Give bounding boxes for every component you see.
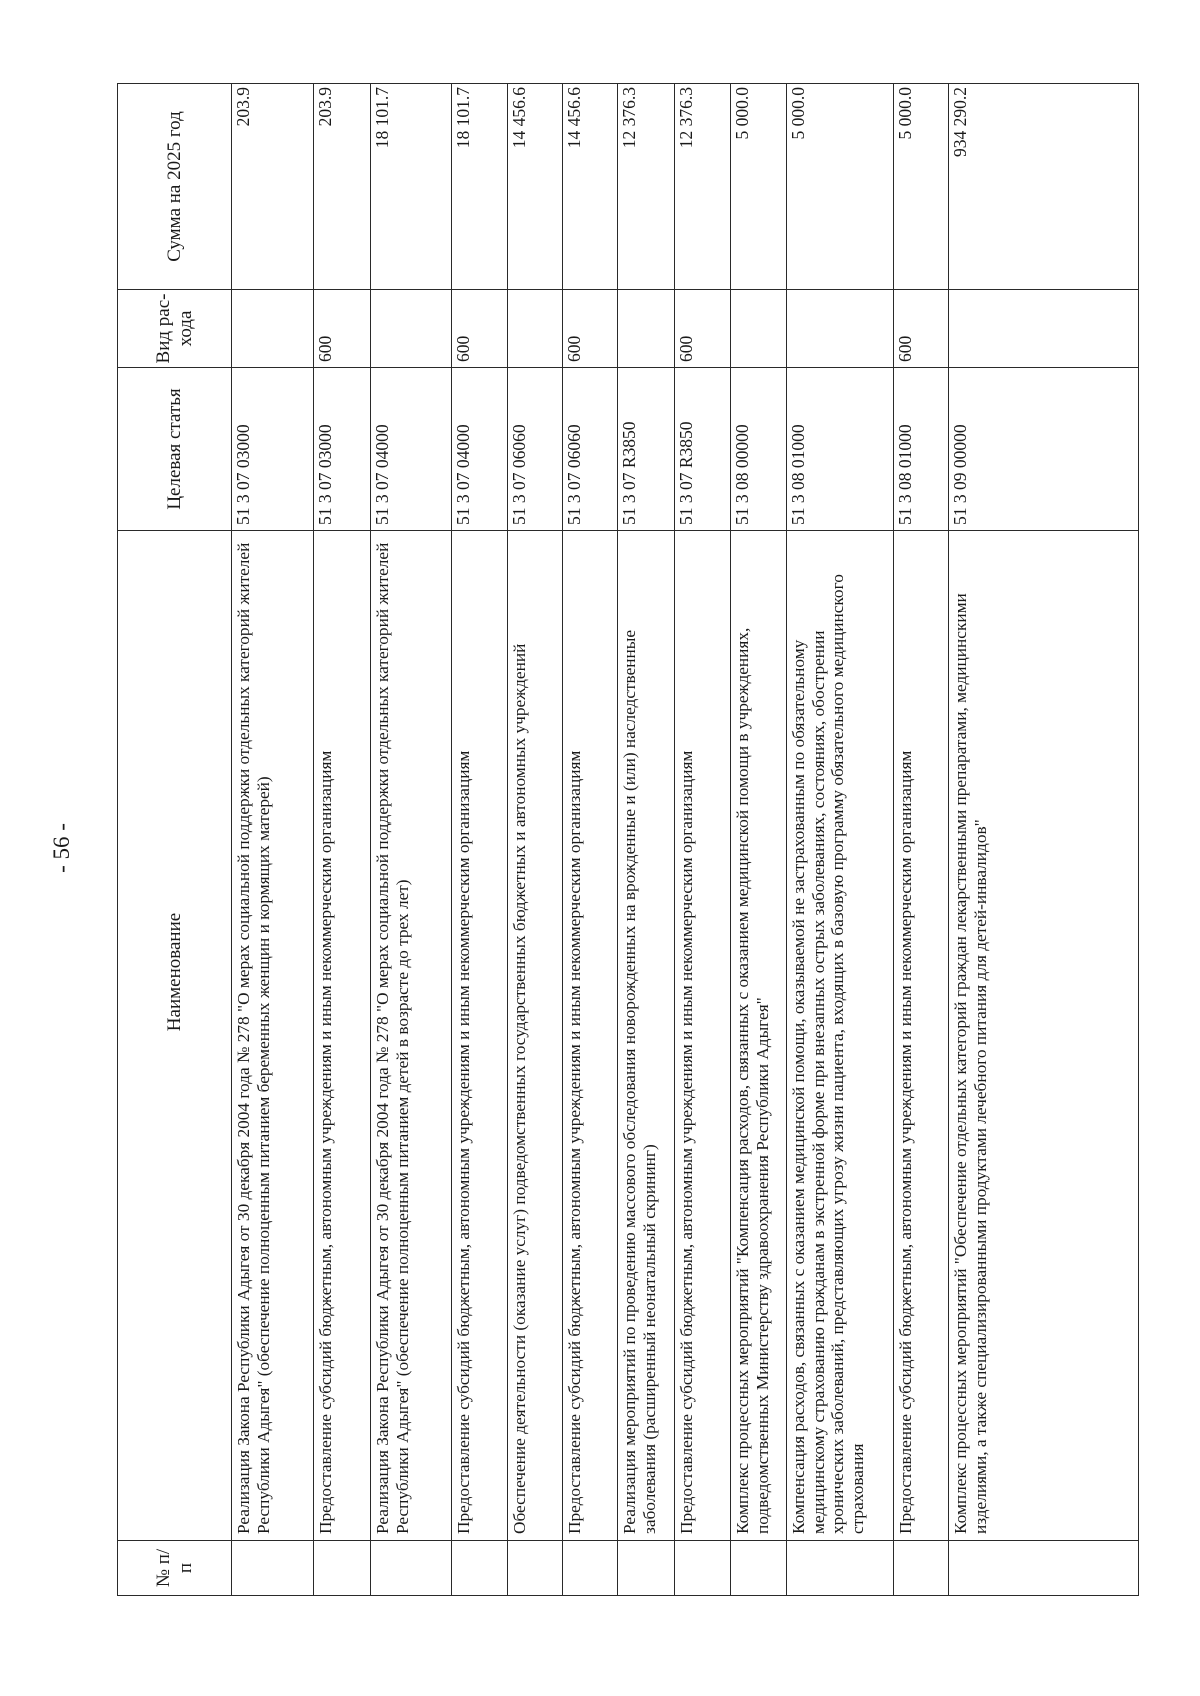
row-number	[949, 1541, 1139, 1596]
row-number	[675, 1541, 731, 1596]
row-number	[563, 1541, 618, 1596]
row-expense-kind	[949, 290, 1139, 368]
header-code: Целевая статья	[118, 368, 232, 531]
row-expense-kind	[232, 290, 314, 368]
row-name: Обеспечение деятельности (оказание услуг) подведомственных государственных бюджетных и автономных учреждений	[508, 531, 563, 1541]
row-expense-kind: 600	[452, 290, 508, 368]
table-row	[894, 84, 949, 1596]
row-amount: 14 456.6	[508, 84, 563, 290]
row-name: Предоставление субсидий бюджетным, автономным учреждениям и иным некоммерческим организациям	[563, 531, 618, 1541]
row-target-code: 51 3 07 04000	[371, 368, 452, 531]
header-kind: Вид рас-хода	[118, 290, 232, 368]
row-name: Комплекс процессных мероприятий "Обеспечение отдельных категорий граждан лекарственными препаратами, медицинскими изделиями, а также специализированными продуктами лечебного питания для детей-инвалидов"	[949, 531, 1139, 1541]
row-expense-kind: 600	[894, 290, 949, 368]
row-target-code: 51 3 07 04000	[452, 368, 508, 531]
table-row	[452, 84, 508, 1596]
row-name: Реализация мероприятий по проведению массового обследования новорожденных на врожденные и (или) наследственные заболевания (расширенный неонатальный скрининг)	[618, 531, 675, 1541]
row-amount: 934 290.2	[949, 84, 1139, 290]
row-expense-kind	[787, 290, 894, 368]
header-amount: Сумма на 2025 год	[118, 84, 232, 290]
budget-table-sheet	[117, 84, 1139, 1596]
row-name: Предоставление субсидий бюджетным, автономным учреждениям и иным некоммерческим организациям	[894, 531, 949, 1541]
table-row	[371, 84, 452, 1596]
table-row	[949, 84, 1139, 1596]
row-amount: 12 376.3	[618, 84, 675, 290]
header-name: Наименование	[118, 531, 232, 1541]
row-amount: 5 000.0	[894, 84, 949, 290]
page-number: - 56 -	[49, 823, 74, 873]
row-name: Реализация Закона Республики Адыгея от 30 декабря 2004 года № 278 "О мерах социальной поддержки отдельных категорий жителей Республики Адыгея" (обеспечение полноценным питанием детей в возрасте до трех лет)	[371, 531, 452, 1541]
row-number	[731, 1541, 787, 1596]
row-target-code: 51 3 07 03000	[314, 368, 371, 531]
row-amount: 203.9	[314, 84, 371, 290]
row-amount: 18 101.7	[452, 84, 508, 290]
row-amount: 5 000.0	[787, 84, 894, 290]
table-row	[731, 84, 787, 1596]
row-name: Компенсация расходов, связанных с оказанием медицинской помощи, оказываемой не застрахованным по обязательному медицинскому страхованию гражданам в экстренной форме при внезапных острых заболеваниях, состояниях, обострении хронических заболеваний, представляющих угрозу жизни пациента, входящих в базовую программу обязательного медицинского страхования	[787, 531, 894, 1541]
row-target-code: 51 3 09 00000	[949, 368, 1139, 531]
header-num: № п/п	[118, 1541, 232, 1596]
table-row	[508, 84, 563, 1596]
row-expense-kind	[371, 290, 452, 368]
row-target-code: 51 3 08 01000	[894, 368, 949, 531]
row-amount: 203.9	[232, 84, 314, 290]
row-target-code: 51 3 07 06060	[508, 368, 563, 531]
row-number	[314, 1541, 371, 1596]
row-expense-kind	[508, 290, 563, 368]
row-target-code: 51 3 08 01000	[787, 368, 894, 531]
header-row	[118, 84, 232, 1596]
row-expense-kind: 600	[314, 290, 371, 368]
row-number	[508, 1541, 563, 1596]
row-expense-kind	[731, 290, 787, 368]
row-target-code: 51 3 08 00000	[731, 368, 787, 531]
row-name: Комплекс процессных мероприятий "Компенсация расходов, связанных с оказанием медицинской помощи в учреждениях, подведомственных Министерству здравоохранения Республики Адыгея"	[731, 531, 787, 1541]
row-number	[618, 1541, 675, 1596]
table-row	[232, 84, 314, 1596]
table-row	[787, 84, 894, 1596]
row-number	[371, 1541, 452, 1596]
row-number	[894, 1541, 949, 1596]
row-name: Реализация Закона Республики Адыгея от 30 декабря 2004 года № 278 "О мерах социальной поддержки отдельных категорий жителей Республики Адыгея" (обеспечение полноценным питанием беременных женщин и кормящих матерей)	[232, 531, 314, 1541]
row-number	[787, 1541, 894, 1596]
row-name: Предоставление субсидий бюджетным, автономным учреждениям и иным некоммерческим организациям	[314, 531, 371, 1541]
row-name: Предоставление субсидий бюджетным, автономным учреждениям и иным некоммерческим организациям	[452, 531, 508, 1541]
row-expense-kind: 600	[675, 290, 731, 368]
budget-table	[117, 83, 1139, 1596]
table-row	[675, 84, 731, 1596]
row-target-code: 51 3 07 06060	[563, 368, 618, 531]
row-expense-kind	[618, 290, 675, 368]
row-number	[232, 1541, 314, 1596]
table-row	[563, 84, 618, 1596]
row-target-code: 51 3 07 03000	[232, 368, 314, 531]
row-amount: 5 000.0	[731, 84, 787, 290]
row-target-code: 51 3 07 R3850	[618, 368, 675, 531]
table-row	[618, 84, 675, 1596]
table-row	[314, 84, 371, 1596]
row-target-code: 51 3 07 R3850	[675, 368, 731, 531]
row-amount: 18 101.7	[371, 84, 452, 290]
row-name: Предоставление субсидий бюджетным, автономным учреждениям и иным некоммерческим организациям	[675, 531, 731, 1541]
row-amount: 14 456.6	[563, 84, 618, 290]
row-number	[452, 1541, 508, 1596]
row-amount: 12 376.3	[675, 84, 731, 290]
row-expense-kind: 600	[563, 290, 618, 368]
